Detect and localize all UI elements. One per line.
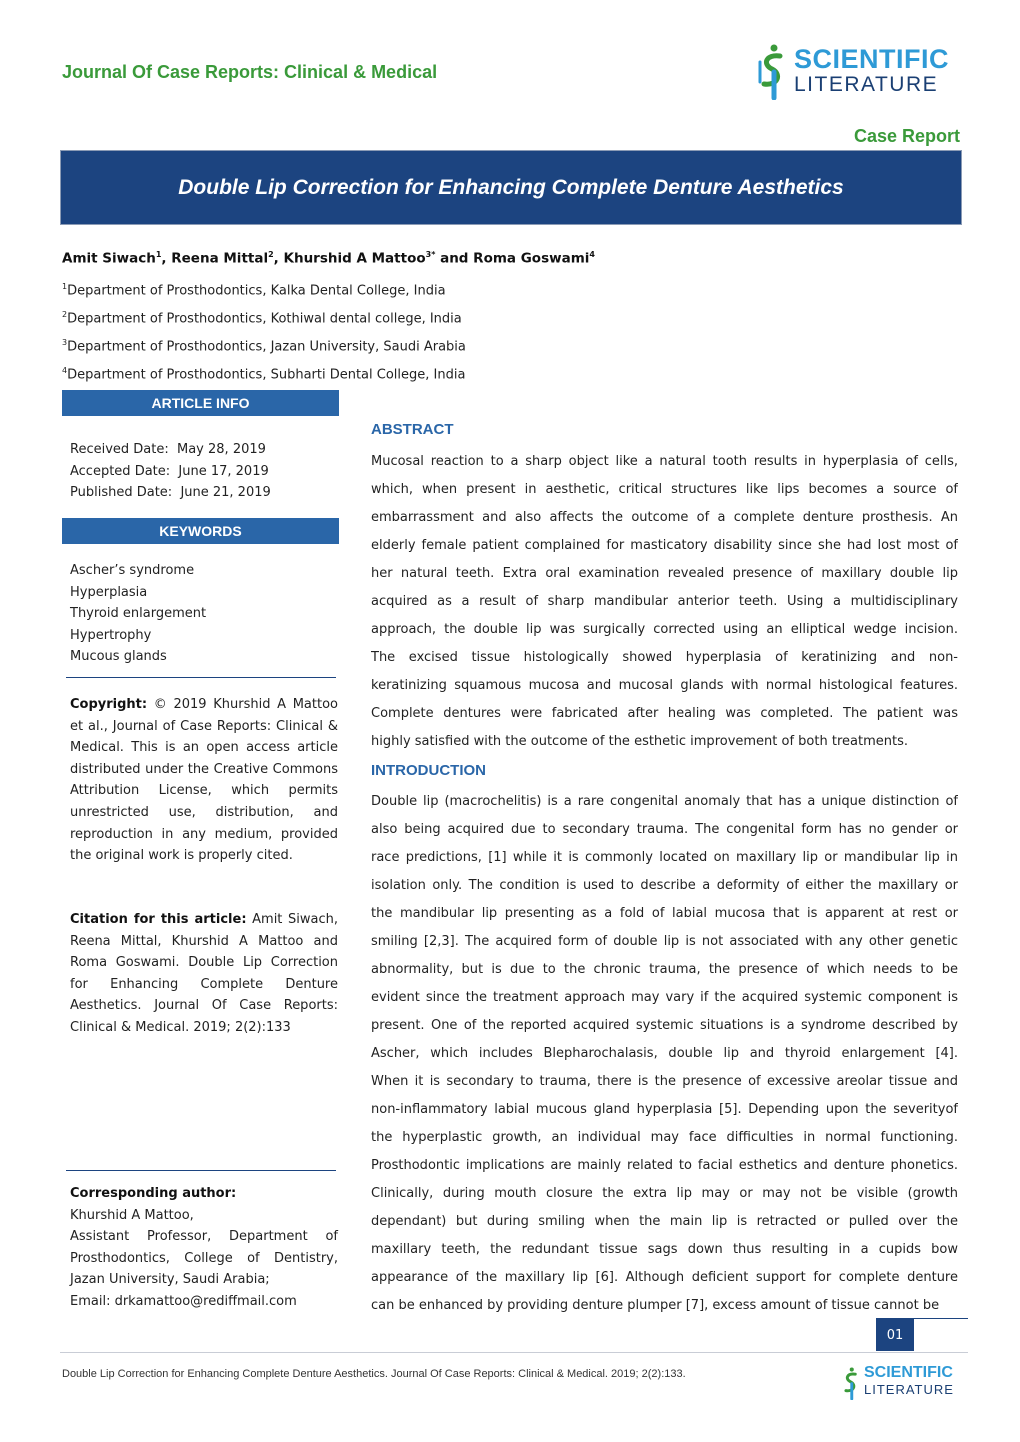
text-line: the hyperplastic growth, an individual may face difficulties in normal functioning.: [371, 1130, 958, 1145]
logo-text-top: SCIENTIFIC: [794, 44, 950, 74]
text-line: elderly female patient complained for masticatory disability since she had lost most of: [371, 538, 958, 553]
author-name: , Khurshid A Mattoo: [273, 250, 426, 267]
received-value: May 28, 2019: [177, 442, 266, 457]
published-value: June 21, 2019: [180, 485, 271, 500]
affiliation: [62, 310, 462, 326]
affiliation-sup: 3: [62, 338, 68, 347]
accepted-value: June 17, 2019: [178, 464, 269, 479]
text-line: Double lip (macrochelitis) is a rare congenital anomaly that has a unique distinction of: [371, 794, 958, 809]
text-line: Ascher, which includes Blepharochalasis, double lip and thyroid enlargement [4].: [371, 1046, 958, 1061]
citation-text: Amit Siwach, Reena Mittal, Khurshid A Mattoo and Roma Goswami. Double Lip Correction for Enhancing Complete Denture Aesthetics. Journal Of Case Reports: Clinical & Medical. 2019; 2(2):133: [70, 912, 338, 1035]
affiliation: [62, 282, 446, 298]
text-line: non-inflammatory labial mucous gland hyperplasia [5]. Depending upon the severityof: [371, 1102, 958, 1117]
text-line: When it is secondary to trauma, there is the presence of excessive areolar tissue and: [371, 1074, 958, 1089]
text-line: The excised tissue histologically showed hyperplasia of keratinizing and non-: [371, 650, 958, 665]
citation-notice: [70, 909, 338, 1039]
text-line: highly satisfied with the outcome of the esthetic improvement of both treatments.: [371, 734, 908, 749]
text-line: can be enhanced by providing denture plumper [7], excess amount of tissue cannot be: [371, 1298, 940, 1313]
title-band: [60, 150, 962, 225]
keyword: Mucous glands: [70, 649, 167, 664]
corresponding-name: Khurshid A Mattoo,: [70, 1207, 194, 1223]
copyright-text: © 2019 Khurshid A Mattoo et al., Journal of Case Reports: Clinical & Medical. This is an open access article distributed under the Creative Commons Attribution License, which permits unrestricted use, distribution, and reproduction in any medium, provided the original work is properly cited.: [70, 697, 338, 864]
text-line: which, when present in aesthetic, critical structures like lips becomes a source of: [371, 482, 958, 497]
abstract-heading: ABSTRACT: [371, 421, 454, 438]
introduction-heading: INTRODUCTION: [371, 762, 486, 779]
footer-divider: [60, 1352, 968, 1353]
abstract-body: [371, 448, 958, 756]
author-name: Amit Siwach: [62, 250, 156, 267]
text-line: also being acquired due to secondary trauma. The congenital form has no gender or: [371, 822, 958, 837]
copyright-notice: [70, 694, 338, 867]
citation-label: Citation for this article:: [70, 912, 247, 927]
text-line: approach, the double lip was surgically corrected using an elliptical wedge incision.: [371, 622, 958, 637]
text-line: present. One of the reported acquired systemic situations is a syndrome described by: [371, 1018, 958, 1033]
footer-logo-icon: [838, 1366, 862, 1400]
corresponding-author: [70, 1183, 338, 1313]
author-sup: 4: [589, 250, 595, 259]
text-line: Clinically, during mouth closure the extra lip may or may not be visible (growth: [371, 1186, 958, 1201]
keyword: Hyperplasia: [70, 585, 148, 600]
affiliation-text: Department of Prosthodontics, Kothiwal dental college, India: [67, 311, 462, 327]
text-line: acquired as a result of sharp mandibular anterior teeth. Using a multidisciplinary: [371, 594, 958, 609]
author-name: , Reena Mittal: [161, 250, 269, 267]
received-date: [70, 442, 266, 457]
affiliation: [62, 338, 466, 354]
text-line: Prosthodontic implications are mainly related to facial esthetics and denture phonetics.: [371, 1158, 958, 1173]
article-info-heading: ARTICLE INFO: [62, 390, 339, 416]
affiliation-sup: 4: [62, 366, 68, 375]
text-line: isolation only. The condition is used to describe a deformity of either the maxillary or: [371, 878, 958, 893]
copyright-label: Copyright:: [70, 697, 148, 712]
text-line: abnormality, but is due to the chronic trauma, the presence of which needs to be: [371, 962, 958, 977]
article-title: Double Lip Correction for Enhancing Complete Denture Aesthetics: [178, 175, 844, 199]
author-name: and Roma Goswami: [435, 250, 590, 267]
received-label: Received Date:: [70, 442, 169, 457]
journal-title: Journal Of Case Reports: Clinical & Medical: [62, 62, 438, 82]
text-line: embarrassment and also affects the outcome of a complete denture prosthesis. An: [371, 510, 958, 525]
text-line: Complete dentures were fabricated after healing was completed. The patient was: [371, 706, 958, 721]
logo-text-bottom: LITERATURE: [794, 73, 939, 96]
affiliation-text: Department of Prosthodontics, Subharti Dental College, India: [67, 367, 466, 383]
keyword: Ascher’s syndrome: [70, 563, 195, 578]
footer-citation: Double Lip Correction for Enhancing Complete Denture Aesthetics. Journal Of Case Reports: Clinical & Medical. 2019; 2(2):133.: [62, 1368, 686, 1380]
author-list: [62, 250, 595, 267]
publisher-logo: [752, 40, 962, 102]
introduction-body: [371, 788, 958, 1320]
author-sup: 3*: [425, 250, 436, 259]
text-line: appearance of the maxillary lip [6]. Although deficient support for complete denture: [371, 1270, 958, 1285]
text-line: smiling [2,3]. The acquired form of double lip is not associated with any other genetic: [371, 934, 958, 949]
published-label: Published Date:: [70, 485, 173, 500]
scientific-literature-logo-icon: [752, 42, 790, 100]
affiliation-text: Department of Prosthodontics, Jazan University, Saudi Arabia: [67, 339, 466, 355]
footer-logo: [838, 1364, 968, 1402]
text-line: dependant) but during smiling when the main lip is retracted or pulled over the: [371, 1214, 958, 1229]
accepted-label: Accepted Date:: [70, 464, 171, 479]
text-line: keratinizing squamous mucosa and mucosal glands with normal histological features.: [371, 678, 958, 693]
affiliation-sup: 2: [62, 310, 68, 319]
corresponding-email[interactable]: Email: drkamattoo@rediffmail.com: [70, 1293, 297, 1309]
accepted-date: [70, 464, 269, 479]
corresponding-label: Corresponding author:: [70, 1186, 237, 1201]
page-number: 01: [876, 1319, 914, 1351]
keyword: Hypertrophy: [70, 628, 152, 643]
affiliation: [62, 366, 465, 382]
text-line: maxillary teeth, the redundant tissue sags down thus resulting in a cupids bow: [371, 1242, 958, 1257]
footer-logo-top: SCIENTIFIC: [864, 1364, 953, 1381]
footer-logo-bottom: LITERATURE: [864, 1382, 954, 1397]
divider: [66, 1170, 336, 1171]
article-type: Case Report: [853, 126, 960, 146]
text-line: race predictions, [1] while it is commonly located on maxillary lip or mandibular lip in: [371, 850, 958, 865]
text-line: the mandibular lip presenting as a fold of labial mucosa that is apparent at rest or: [371, 906, 958, 921]
text-line: evident since the treatment approach may vary if the acquired systemic component is: [371, 990, 958, 1005]
author-sup: 2: [268, 250, 274, 259]
page-number-bar: [876, 1318, 968, 1351]
published-date: [70, 485, 271, 500]
affiliation-sup: 1: [62, 282, 68, 291]
affiliation-text: Department of Prosthodontics, Kalka Dental College, India: [67, 283, 446, 299]
keywords-heading: KEYWORDS: [62, 518, 339, 544]
keyword: Thyroid enlargement: [70, 606, 207, 621]
corresponding-affiliation: Assistant Professor, Department of Prosthodontics, College of Dentistry, Jazan University, Saudi Arabia;: [70, 1229, 338, 1288]
text-line: her natural teeth. Extra oral examination revealed presence of maxillary double lip: [371, 566, 958, 581]
text-line: Mucosal reaction to a sharp object like a natural tooth results in hyperplasia of cells,: [371, 454, 958, 469]
author-sup: 1: [155, 250, 162, 259]
divider: [66, 677, 336, 678]
